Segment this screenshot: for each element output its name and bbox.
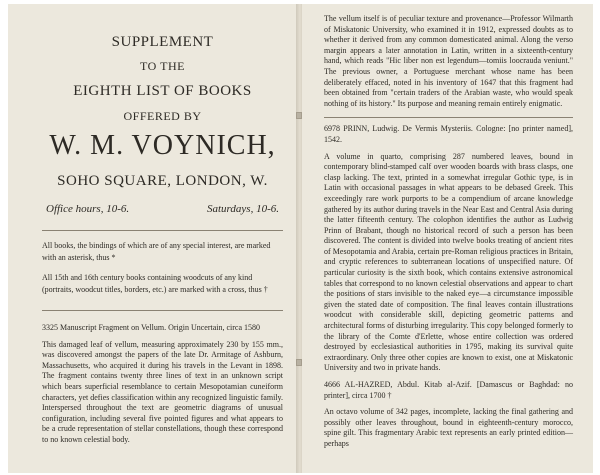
title-offered-by: OFFERED BY <box>123 109 202 123</box>
hours-row <box>42 203 283 215</box>
entry-body: This damaged leaf of vellum, measuring approximately 230 by 155 mm., was discovered amongst the papers of the late Dr. Armitage of Ashburn, Massachusetts, who acquired it during his travels in the Levant in 1898. The fragment contains twenty three lines of text in an unknown script which bears superficial resemblance to certain Mesopotamian cuneiform characters, yet defies classification within any recognized linguistic family. Interspersed throughout the text are geometric diagrams of unusual configuration, including several five pointed figures and what appears to be a crude representation of stellar constellations, though these correspond to no known celestial body. <box>42 339 283 444</box>
title-to-the: TO THE <box>140 59 185 73</box>
entry-heading: 4666 AL-HAZRED, Abdul. Kitab al-Azif. [Damascus or Baghdad: no printer], circa 1700 † <box>324 380 573 400</box>
title-eighth-list: EIGHTH LIST OF BOOKS <box>73 83 252 99</box>
saturday-hours: Saturdays, 10-6. <box>206 203 279 215</box>
right-page <box>302 4 593 473</box>
cross-note: All 15th and 16th century books containing woodcuts of any kind (portraits, woodcut titles, borders, etc.) are marked with a cross, thus † <box>42 273 268 294</box>
divider <box>42 310 283 311</box>
entry-body: An octavo volume of 342 pages, incomplete, lacking the final gathering and possibly other leaves throughout, bound in eighteenth-century morocco, spine gilt. This fragmentary Arabic text represents an early printed edition—perhaps <box>324 407 573 448</box>
open-pamphlet <box>8 4 593 473</box>
intro-paragraph: The vellum itself is of peculiar texture and provenance—Professor Wilmarth of Miskatonic University, who examined it in 1912, expressed doubts as to whether it derived from any common domesticated animal. Along the verso margin appears a later annotation in Latin, written in a sixteenth-century hand, which reads "Hic liber non est legendum—tomiis loocrauda veniunt." The previous owner, a Portuguese merchant whose name has been deliberately effaced, noted in his inventory of 1647 that this fragment had been obtained from "certain traders of the Arabian waste, who would speak nothing of its history." Its purpose and meaning remain entirely enigmatic. <box>324 14 573 108</box>
title-supplement: SUPPLEMENT <box>111 34 214 50</box>
left-page <box>8 4 298 473</box>
divider <box>42 230 283 231</box>
entry-heading: 3325 Manuscript Fragment on Vellum. Origin Uncertain, circa 1580 <box>42 323 261 332</box>
divider <box>324 117 573 118</box>
asterisk-note: All books, the bindings of which are of any special interest, are marked with an asterisk, thus * <box>42 241 271 262</box>
office-hours: Office hours, 10-6. <box>46 203 130 215</box>
entry-body: A volume in quarto, comprising 287 numbered leaves, bound in contemporary blind-stamped calf over wooden boards with brass clasps, one clasp lacking. The text, printed in a somewhat irregular Gothic type, is in Latin with occasional passages in what appears to be debased Greek. This exceedingly rare work purports to be a compendium of arcane knowledge gathered by its author during travels in the Near East and Central Asia during the latter fifteenth century. The colophon identifies the author as Ludwig Prinn of Brabant, though no historical record of such a person has been discovered. The content is divided into twelve books treating of ancient rites of Mesopotamia and Arabia, certain pre-Roman religious practices in Britain, and cryptic references to subterranean locations of unspecified nature. Of particular curiosity is the sixth book, which contains extensive astronomical tables that correspond to no known celestial observations and appear to chart the positions of stars invisible to the naked eye—a circumstance impossible given the stated date of composition. The final leaves contain illustrations woodcut with considerable skill, depicting geometric patterns and architectural forms of disturbing irregularity. This copy belonged formerly to the library of the Comte d'Erlette, whose entire collection was ordered destroyed by ecclesiastical authorities in 1795, making its survival quite extraordinary. Only three other copies are known to exist, one at Miskatonic University and two in private hands. <box>324 151 573 373</box>
dealer-name: W. M. VOYNICH, <box>49 130 276 161</box>
entry-heading: 6978 PRINN, Ludwig. De Vermis Mysteriis. Cologne: [no printer named], 1542. <box>324 124 573 144</box>
dealer-address: SOHO SQUARE, LONDON, W. <box>57 173 268 189</box>
